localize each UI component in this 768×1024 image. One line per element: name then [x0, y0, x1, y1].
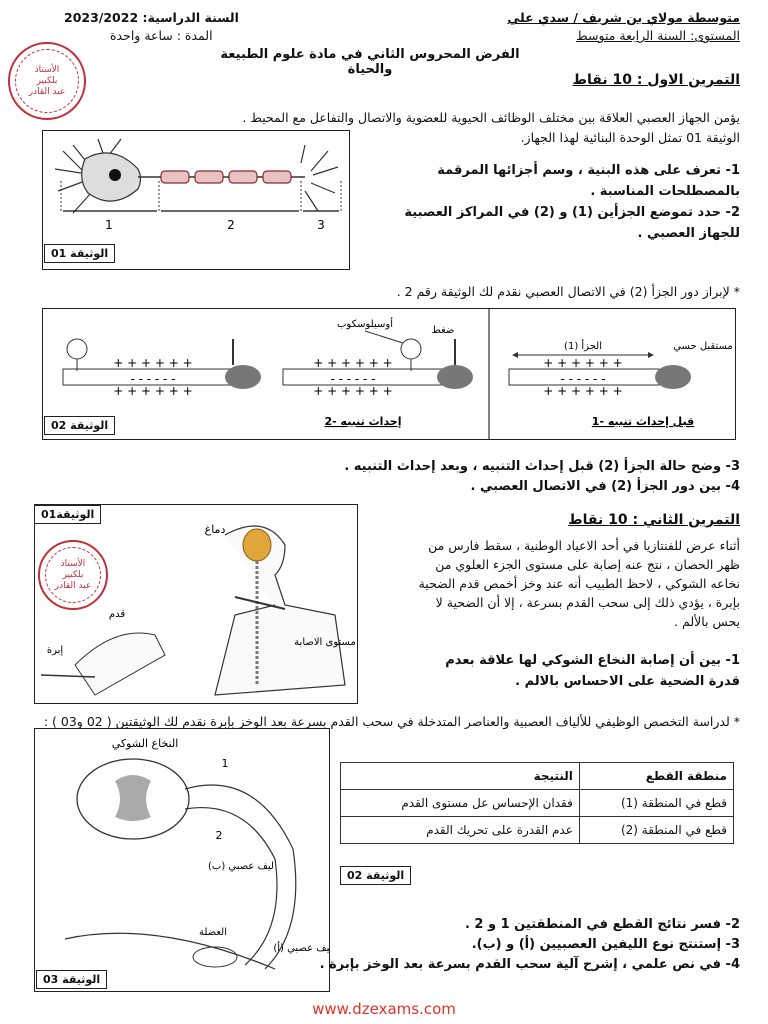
ex2-question-1: 1- بين أن إصابة النخاع الشوكي لها علاقة بعدم قدرة الضحية على الاحساس بالالم .: [445, 653, 740, 689]
duration: المدة : ساعة واحدة: [110, 28, 213, 43]
ex1-doc1-label: الوثيقة 01: [44, 244, 115, 263]
nerve-experiment-figure: [43, 309, 735, 439]
fiber-a-label: ليف عصبي (أ): [273, 943, 329, 954]
doc1-number-2: 2: [227, 218, 235, 232]
injury-level-label: مستوى الاصابة: [294, 637, 356, 648]
svg-text:+ + + + + +: + + + + + +: [543, 356, 623, 370]
svg-text:- - - - - -: - - - - - -: [330, 372, 376, 386]
doc2-part-label: الجزأ (1): [564, 341, 602, 352]
doc1-number-3: 3: [317, 218, 325, 232]
ex1-title: التمرين الاول : 10 نقاط: [572, 72, 740, 88]
doc1-number-1: 1: [105, 218, 113, 232]
ex1-question-2: 2- حدد تموضع الجزأين (1) و (2) في المراكز العصبية للجهاز العصبي .: [404, 205, 740, 241]
table-row: قطع في المنطقة (2) عدم القدرة على تحريك القدم: [341, 817, 734, 844]
ex1-doc2-label: الوثيقة 02: [44, 416, 115, 435]
svg-text:+ + + + + +: + + + + + +: [313, 384, 393, 398]
spinal-cord-label: النخاع الشوكي: [111, 737, 179, 750]
svg-text:+ + + + + +: + + + + + +: [543, 384, 623, 398]
ex2-paragraph: أثناء عرض للفنتازيا في أحد الاعياد الوطنية ، سقط فارس من ظهر الحصان ، نتج عنه إصابة على مستوى الجزء العلوي من نخاعه الشوكي ، لاحظ الطبيب أنه عند وخز أخمص قدم الضحية بإبرة ، يؤدي ذلك إلى سحب القدم بسرعة ، إلا أن الضحية لا يحس بالألم .: [418, 538, 740, 629]
doc2-receptor-label: مستقبل حسي: [673, 341, 733, 352]
svg-text:+ + + + + +: + + + + + +: [313, 356, 393, 370]
teacher-stamp: الأستاذ بلكبير عبد القادر: [8, 42, 86, 120]
fiber-b-label: ليف عصبي (ب): [208, 861, 274, 872]
ex1-intro2: الوثيقة 01 تمثل الوحدة البنائية لهذا الجهاز.: [520, 130, 740, 145]
ex2-doc3-label: الوثيقة 03: [36, 970, 107, 989]
ex1-intro1: يؤمن الجهاز العصبي العلاقة بين مختلف الوظائف الحيوية للعضوية والاتصال والتفاعل مع المحيط .: [242, 110, 740, 125]
footer-url[interactable]: www.dzexams.com: [312, 1000, 456, 1018]
svg-text:+ + + + + +: + + + + + +: [113, 384, 193, 398]
reflex-arc-figure: [35, 729, 329, 991]
school-year: السنة الدراسية: 2023/2022: [64, 10, 239, 25]
doc2-pressure-label: ضغط: [431, 325, 455, 336]
region-1-label: 1: [221, 757, 229, 770]
ex2-title: التمرين الثاني : 10 نقاط: [568, 512, 740, 528]
needle-label: إبرة: [46, 645, 64, 656]
ex1-question-4: 4- بين دور الجزأ (2) في الاتصال العصبي .: [470, 479, 740, 494]
exam-title: الفرض المحروس الثاني في مادة علوم الطبيعة والحياة: [220, 47, 520, 77]
muscle-label: العضلة: [199, 927, 227, 938]
ex2-doc3-frame: [34, 728, 330, 992]
teacher-stamp-2: الأستاذ بلكبير عبد القادر: [38, 540, 108, 610]
svg-text:- - - - - -: - - - - - -: [560, 372, 606, 386]
ex1-intro3: * لإبراز دور الجزأ (2) في الاتصال العصبي نقدم لك الوثيقة رقم 2 .: [396, 284, 740, 299]
table-row: قطع في المنطقة (1) فقدان الإحساس عل مستوى القدم: [341, 790, 734, 817]
doc2-caption-1: 1- قبل إحداث تنبيه: [591, 415, 695, 428]
school-name: متوسطة مولاي بن شريف / سدي علي: [507, 10, 740, 25]
region-2-label: 2: [215, 829, 223, 842]
ex2-intro2: * لدراسة التخصص الوظيفي للألياف العصبية والعناصر المتدخلة في سحب القدم بسرعة بعد الوخز بإبرة نقدم لك الوثيقتين ( 02 و03 ) :: [43, 714, 740, 729]
ex2-doc1-label: الوثيقة01: [34, 505, 101, 524]
sensory-receptor: [655, 365, 691, 389]
ex1-question-3: 3- وضح حالة الجزأ (2) قبل إحداث التنبيه ، وبعد إحداث التنبيه .: [344, 459, 740, 474]
nucleus: [109, 169, 121, 181]
doc2-caption-2: 2- إحداث تنبيه: [324, 415, 402, 428]
table-header-region: منطقة القطع: [579, 763, 733, 790]
ex1-question-1: 1- تعرف على هذه البنية ، وسم أجزائها المرقمة بالمصطلحات المناسبة .: [437, 163, 740, 199]
results-table: [340, 762, 734, 844]
foot-label: قدم: [108, 609, 126, 620]
ex1-doc2-frame: [42, 308, 736, 440]
brain-label: دماغ: [204, 523, 226, 536]
ex2-question-4: 4- في نص علمي ، إشرح آلية سحب القدم بسرعة بعد الوخز بإبرة .: [319, 957, 740, 972]
brain-shape: [243, 529, 271, 561]
ex2-doc2-label: الوثيقة 02: [340, 866, 411, 885]
doc2-oscilloscope-label: أوسيلوسكوب: [337, 319, 393, 330]
ex2-question-3: 3- إستنتج نوع الليفين العصبيين (أ) و (ب).: [471, 937, 740, 952]
svg-text:- - - - - -: - - - - - -: [130, 372, 176, 386]
ex2-question-2: 2- فسر نتائج القطع في المنطقتين 1 و 2 .: [464, 917, 740, 932]
level: المستوى: السنة الرابعة متوسط: [576, 28, 740, 43]
table-header-result: النتيجة: [341, 763, 580, 790]
svg-text:+ + + + + +: + + + + + +: [113, 356, 193, 370]
